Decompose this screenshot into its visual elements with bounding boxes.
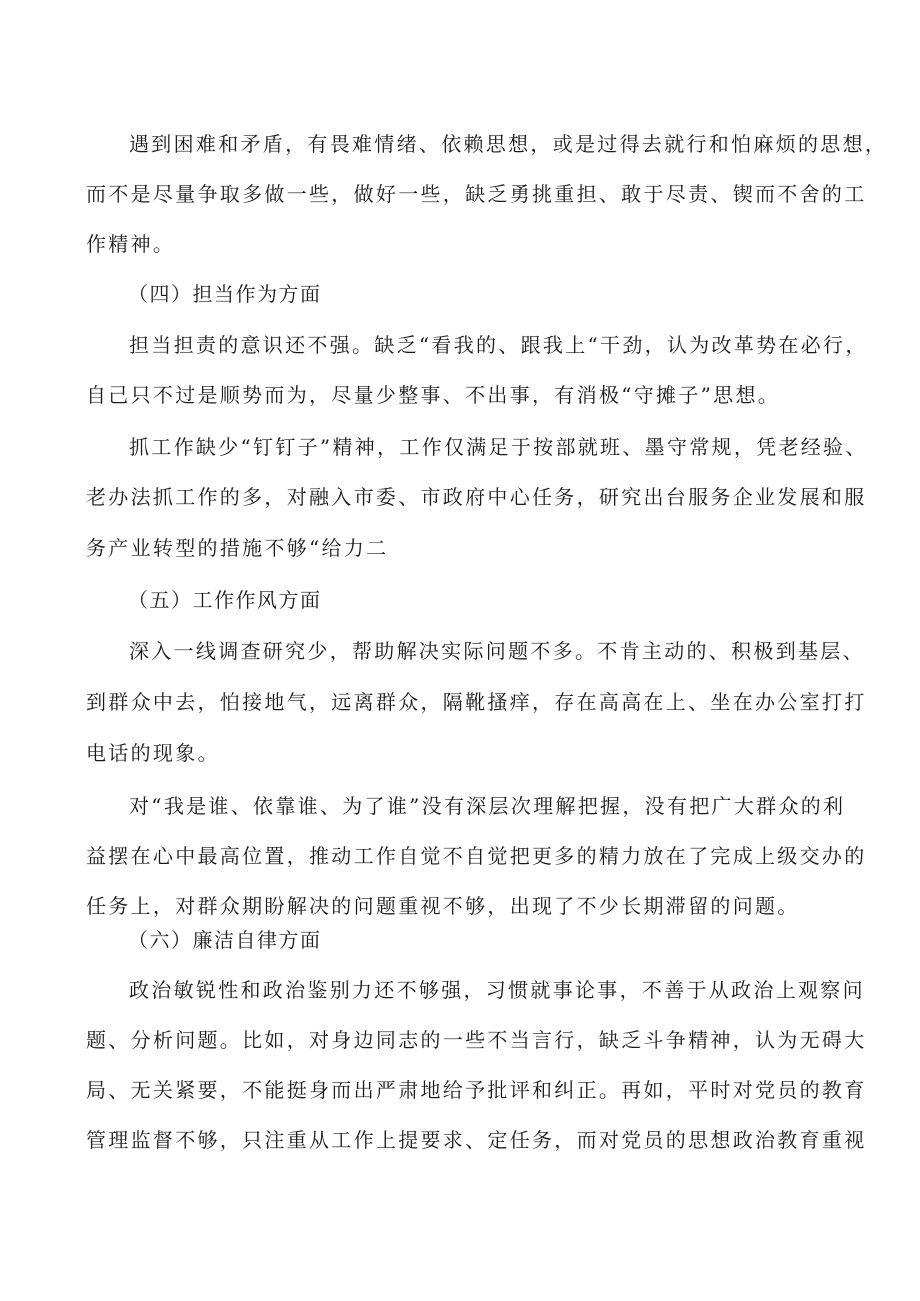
paragraph-3-line-2: 老办法抓工作的多，对融入市委、市政府中心任务，研究出台服务企业发展和服: [86, 485, 867, 509]
paragraph-5-line-2: 益摆在心中最高位置，推动工作自觉不自觉把更多的精力放在了完成上级交办的: [86, 844, 867, 868]
paragraph-1-line-1: 遇到困难和矛盾，有畏难情绪、依赖思想，或是过得去就行和怕麻烦的思想，: [129, 132, 888, 156]
paragraph-1-line-2: 而不是尽量争取多做一些，做好一些，缺乏勇挑重担、敢于尽责、锲而不舍的工: [86, 182, 867, 206]
paragraph-1-line-3: 作精神。: [86, 232, 176, 256]
paragraph-3-line-3: 务产业转型的措施不够“给力二: [86, 536, 389, 560]
paragraph-4-line-3: 电话的现象。: [86, 741, 220, 765]
paragraph-5-line-1: 对“我是谁、依靠谁、为了谁”没有深层次理解把握，没有把广大群众的利: [129, 794, 846, 818]
paragraph-4-line-2: 到群众中去，怕接地气，远离群众，隔靴搔痒，存在高高在上、坐在办公室打打: [86, 690, 867, 714]
paragraph-6-line-3: 局、无关紧要，不能挺身而出严肃地给予批评和纠正。再如，平时对党员的教育: [86, 1078, 867, 1102]
paragraph-5-line-3: 任务上，对群众期盼解决的问题重视不够，出现了不少长期滞留的问题。: [86, 894, 800, 918]
paragraph-2-line-1: 担当担责的意识还不强。缺乏“看我的、跟我上“干劲，认为改革势在必行，: [129, 333, 868, 357]
section-heading-4: （四）担当作为方面: [128, 282, 322, 306]
paragraph-6-line-1: 政治敏锐性和政治鉴别力还不够强，习惯就事论事，不善于从政治上观察问: [129, 978, 865, 1002]
paragraph-6-line-4: 管理监督不够，只注重从工作上提要求、定任务，而对党员的思想政治教育重视: [86, 1128, 867, 1152]
paragraph-4-line-1: 深入一线调查研究少，帮助解决实际问题不多。不肯主动的、积极到基层、: [129, 639, 865, 663]
section-heading-5: （五）工作作风方面: [128, 588, 322, 612]
paragraph-6-line-2: 题、分析问题。比如，对身边同志的一些不当言行，缺乏斗争精神，认为无碍大: [86, 1028, 867, 1052]
paragraph-3-line-1: 抓工作缺少“钉钉子”精神，工作仅满足于按部就班、墨守常规，凭老经验、: [129, 435, 868, 459]
paragraph-2-line-2: 自己只不过是顺势而为，尽量少整事、不出事，有消极“守摊子”思想。: [86, 383, 781, 407]
section-heading-6: （六）廉洁自律方面: [128, 928, 322, 952]
